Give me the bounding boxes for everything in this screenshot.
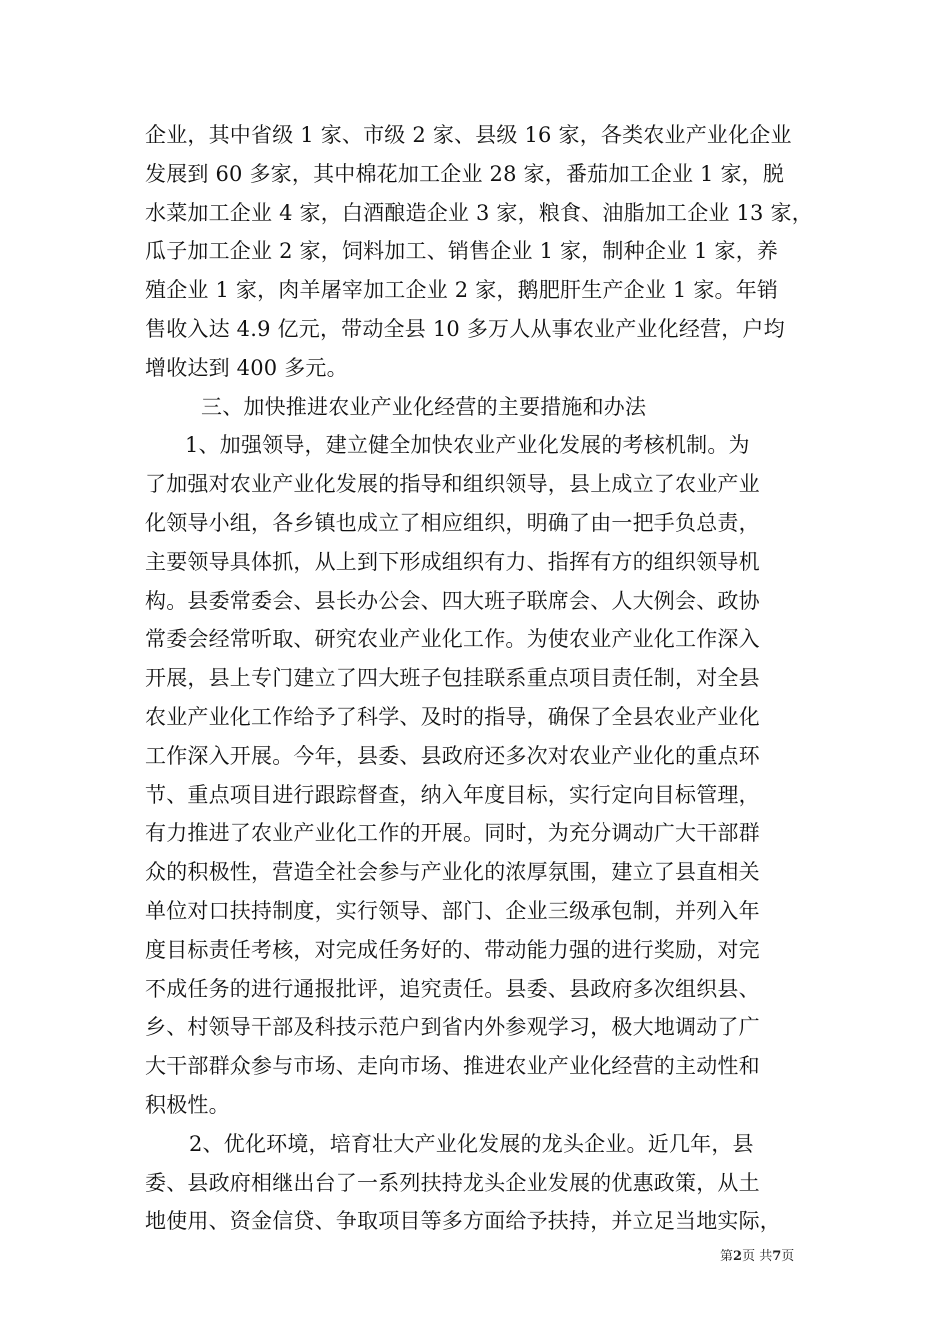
text-line: 众的积极性，营造全社会参与产业化的浓厚氛围，建立了县直相关 [145,860,760,885]
text-line: 企业，其中省级 1 家、市级 2 家、县级 16 家，各类农业产业化企业 [145,123,792,147]
text-line: 开展，县上专门建立了四大班子包挂联系重点项目责任制，对全县 [145,666,760,691]
text-line: 化领导小组，各乡镇也成立了相应组织，明确了由一把手负总责， [145,510,760,535]
text-line: 常委会经常听取、研究农业产业化工作。为使农业产业化工作深入 [145,627,760,652]
document-body [145,116,820,1241]
text-line: 节、重点项目进行跟踪督查，纳入年度目标，实行定向目标管理， [145,782,760,807]
text-line: 有力推进了农业产业化工作的开展。同时，为充分调动广大干部群 [145,821,760,846]
text-line: 发展到 60 多家，其中棉花加工企业 28 家，番茄加工企业 1 家，脱 [145,161,785,186]
text-line: 乡、村领导干部及科技示范户到省内外参观学习，极大地调动了广 [145,1015,760,1040]
footer-prefix: 第 [720,1249,734,1264]
current-page-number: 2 [733,1249,743,1264]
total-page-number: 7 [772,1249,782,1264]
paragraph-first-line: 1、加强领导，建立健全加快农业产业化发展的考核机制。为 [185,433,750,458]
text-line: 了加强对农业产业化发展的指导和组织领导，县上成立了农业产业 [145,472,760,497]
text-line: 大干部群众参与市场、走向市场、推进农业产业化经营的主动性和 [145,1054,760,1079]
section-heading: 三、加快推进农业产业化经营的主要措施和办法 [201,394,647,419]
text-line: 不成任务的进行通报批评，追究责任。县委、县政府多次组织县、 [145,976,760,1001]
text-line: 殖企业 1 家，肉羊屠宰加工企业 2 家，鹅肥肝生产企业 1 家。年销 [145,278,779,303]
text-line: 售收入达 4.9 亿元，带动全县 10 多万人从事农业产业化经营，户均 [145,316,785,341]
footer-suffix: 页 [781,1249,795,1264]
footer-middle: 页 共 [742,1249,773,1264]
text-line: 地使用、资金信贷、争取项目等多方面给予扶持，并立足当地实际， [145,1209,781,1234]
paragraph-first-line: 2、优化环境，培育壮大产业化发展的龙头企业。近几年，县 [189,1131,754,1156]
text-line: 构。县委常委会、县长办公会、四大班子联席会、人大例会、政协 [145,588,760,613]
text-line: 工作深入开展。今年，县委、县政府还多次对农业产业化的重点环 [145,743,760,768]
text-line: 单位对口扶持制度，实行领导、部门、企业三级承包制，并列入年 [145,898,760,923]
text-line: 委、县政府相继出台了一系列扶持龙头企业发展的优惠政策，从土 [145,1170,760,1195]
text-line: 水菜加工企业 4 家，白酒酿造企业 3 家，粮食、油脂加工企业 13 家， [145,200,813,225]
text-line: 瓜子加工企业 2 家，饲料加工、销售企业 1 家，制种企业 1 家，养 [145,239,779,264]
text-line: 主要领导具体抓，从上到下形成组织有力、指挥有方的组织领导机 [145,549,760,574]
text-line: 农业产业化工作给予了科学、及时的指导，确保了全县农业产业化 [145,704,760,729]
text-line: 增收达到 400 多元。 [145,355,348,380]
page-number-footer [720,1248,840,1266]
text-line: 度目标责任考核，对完成任务好的、带动能力强的进行奖励，对完 [145,937,760,962]
text-line: 积极性。 [145,1092,230,1117]
